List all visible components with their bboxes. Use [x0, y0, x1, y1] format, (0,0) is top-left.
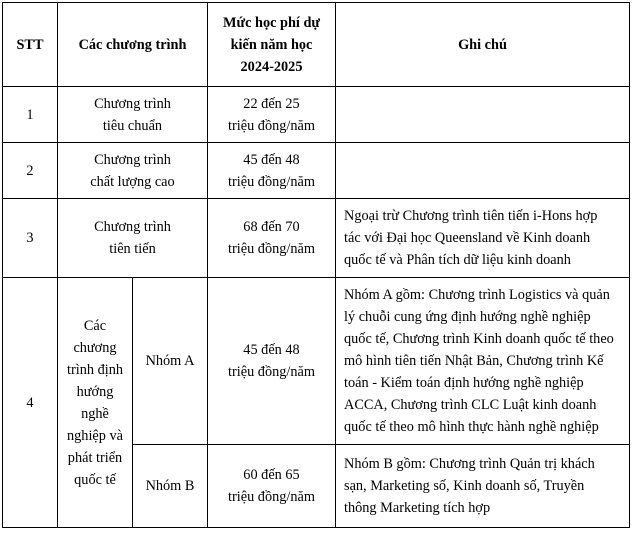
note-line: toán - Kiểm toán định hướng nghề nghiệp — [344, 375, 584, 391]
program-line: Chương trình — [94, 219, 171, 235]
group-a-name: Nhóm A — [133, 278, 208, 445]
table-row — [3, 199, 630, 278]
program-line: tiêu chuẩn — [102, 117, 163, 134]
fee-line: 60 đến 65 — [243, 467, 300, 483]
group-b-name: Nhóm B — [133, 445, 208, 528]
note-line: Nhóm B gồm: Chương trình Quản trị khách — [344, 456, 595, 472]
row-program — [58, 278, 133, 528]
program-line: nghề — [81, 405, 109, 422]
program-line: Chương trình — [94, 95, 171, 112]
program-line: quốc tế — [74, 471, 116, 488]
table-row — [3, 143, 630, 199]
table-row — [3, 87, 630, 143]
row-fee — [208, 87, 336, 143]
note-line: mô hình tiên tiến Nhật Bản, Chương trình Kế — [344, 353, 604, 369]
fee-line: 68 đến 70 — [243, 219, 300, 235]
program-line: phát triển — [67, 449, 123, 466]
header-program: Các chương trình — [58, 3, 208, 87]
fee-line: triệu đồng/năm — [228, 241, 315, 257]
fee-line: 22 đến 25 — [243, 95, 300, 112]
row-fee — [208, 143, 336, 199]
note-line: thông Marketing tích hợp — [344, 500, 491, 516]
header-fee-line: 2024-2025 — [240, 58, 303, 75]
tuition-fee-table — [2, 2, 630, 528]
note-line: quốc tế, Chương trình Kinh doanh quốc tế theo — [344, 331, 614, 347]
fee-line: 45 đến 48 — [243, 151, 300, 168]
program-line: nghiệp và — [67, 427, 123, 444]
note-line: ACCA, Chương trình CLC Luật kinh doanh — [344, 397, 597, 413]
program-line: chương — [73, 339, 117, 356]
header-stt: STT — [3, 3, 58, 87]
header-row — [3, 3, 630, 87]
note-line: quốc tế theo mô hình thực hành nghề nghiệp — [344, 419, 599, 435]
row-program — [58, 87, 208, 143]
header-fee — [208, 3, 336, 87]
row-stt: 3 — [3, 199, 58, 278]
row-program — [58, 199, 208, 278]
fee-line: triệu đồng/năm — [228, 489, 315, 505]
note-line: Nhóm A gồm: Chương trình Logistics và quản — [344, 287, 610, 303]
row-note — [336, 445, 630, 528]
row-note — [336, 87, 630, 143]
row-note — [336, 143, 630, 199]
program-line: tiên tiến — [109, 241, 156, 257]
fee-line: triệu đồng/năm — [228, 364, 315, 380]
note-line: lý chuỗi cung ứng định hướng nghề nghiệp — [344, 309, 591, 325]
note-line: Ngoại trừ Chương trình tiên tiến i-Hons hợp — [344, 208, 598, 224]
row-stt: 4 — [3, 278, 58, 528]
note-line: quốc tế và Phân tích dữ liệu kinh doanh — [344, 252, 571, 268]
program-line: Chương trình — [94, 151, 171, 168]
header-fee-line: kiến năm học — [230, 36, 313, 53]
program-line: Các — [83, 317, 107, 334]
note-line: tác với Đại học Queensland về Kinh doanh — [344, 230, 591, 246]
table-row — [3, 278, 630, 445]
row-note — [336, 278, 630, 445]
row-program — [58, 143, 208, 199]
fee-line: 45 đến 48 — [243, 342, 300, 358]
program-line: trình định — [67, 361, 123, 378]
fee-line: triệu đồng/năm — [228, 117, 315, 134]
row-fee — [208, 199, 336, 278]
row-fee — [208, 278, 336, 445]
row-stt: 2 — [3, 143, 58, 199]
header-fee-line: Mức học phí dự — [223, 14, 320, 31]
fee-line: triệu đồng/năm — [228, 173, 315, 190]
row-fee — [208, 445, 336, 528]
header-note: Ghi chú — [336, 3, 630, 87]
row-stt: 1 — [3, 87, 58, 143]
program-line: hướng — [76, 383, 114, 400]
program-line: chất lượng cao — [90, 173, 175, 190]
note-line: sạn, Marketing số, Kinh doanh số, Truyền — [344, 478, 585, 494]
row-note — [336, 199, 630, 278]
